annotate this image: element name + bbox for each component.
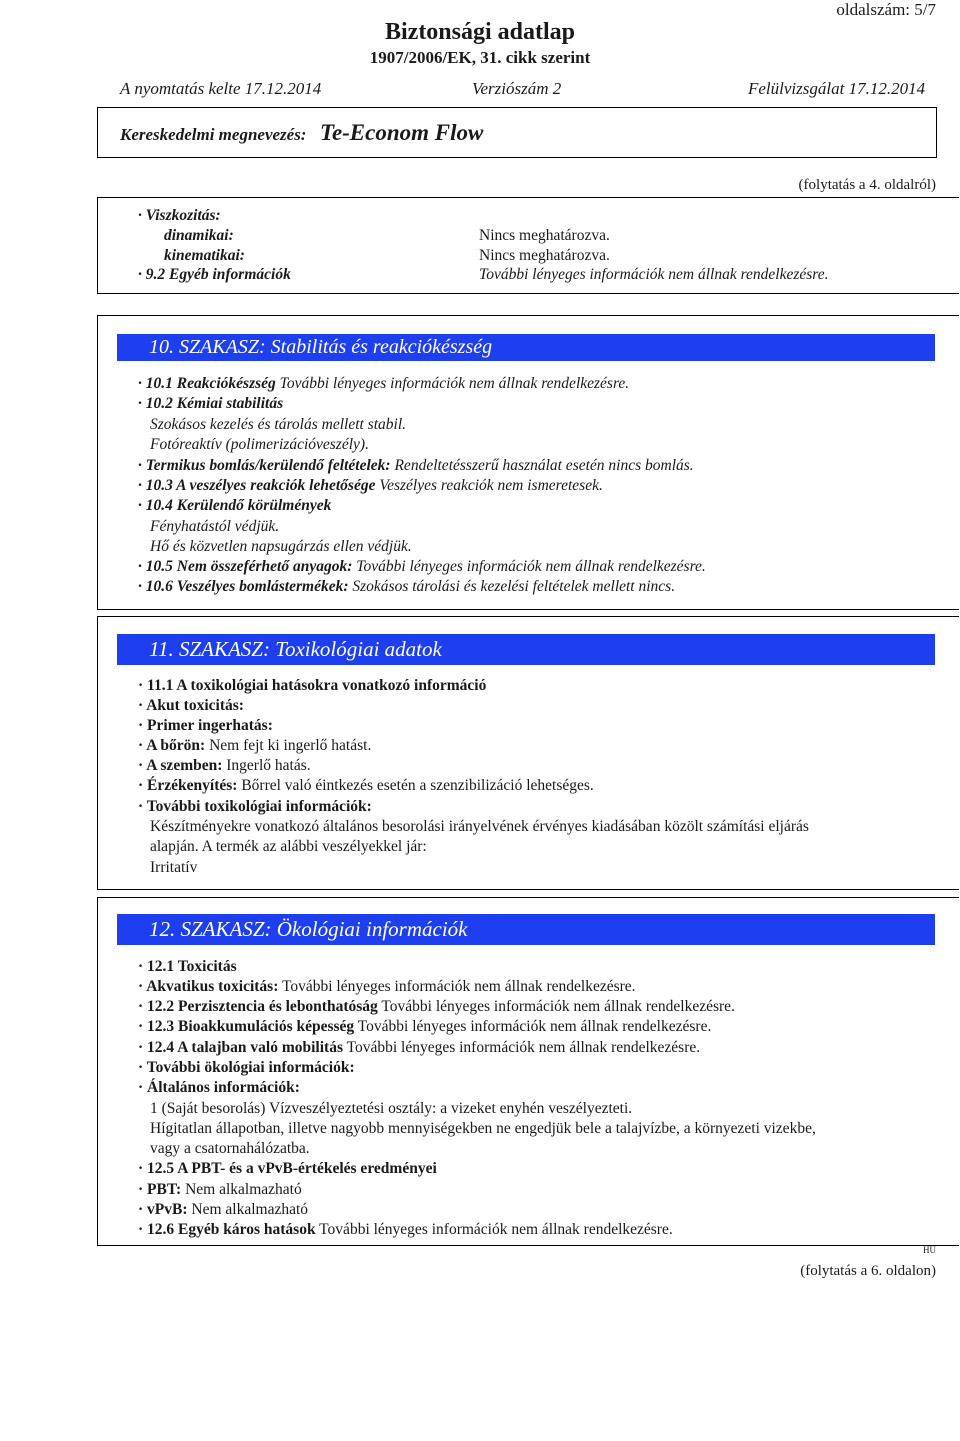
s12-line-6: · További ökológiai információk:	[138, 1059, 355, 1076]
s12-line-3: · 12.2 Perzisztencia és lebonthatóság További lényeges információk nem állnak rendelkezésre.	[138, 998, 735, 1015]
s10-line-9: Hő és közvetlen napsugárzás ellen védjük.	[150, 538, 412, 555]
page-number: oldalszám: 5/7	[836, 0, 936, 19]
s10-line-3: Szokásos kezelés és tárolás mellett stabil.	[150, 416, 407, 433]
s12-line-10: vagy a csatornahálózatba.	[150, 1140, 310, 1157]
product-name: Te-Econom Flow	[320, 120, 484, 145]
s10-line-5: · Termikus bomlás/kerülendő feltételek: Rendeltetésszerű használat esetén nincs bomlás.	[138, 457, 694, 474]
section-11-header: 11. SZAKASZ: Toxikológiai adatok	[117, 634, 935, 665]
s11-line-4: · A bőrön: Nem fejt ki ingerlő hatást.	[138, 737, 372, 754]
s11-line-9: alapján. A termék az alábbi veszélyekkel jár:	[150, 838, 427, 855]
s12-line-5: · 12.4 A talajban való mobilitás További lényeges információk nem állnak rendelkezésre.	[138, 1039, 701, 1056]
s10-line-4: Fotóreaktív (polimerizációveszély).	[150, 436, 369, 453]
s10-line-10: · 10.5 Nem összeférhető anyagok: További lényeges információk nem állnak rendelkezésre.	[138, 558, 706, 575]
other-info-label: · 9.2 Egyéb információk	[138, 266, 291, 283]
kinematic-label: kinematikai:	[164, 247, 245, 264]
dynamic-label: dinamikai:	[164, 227, 234, 244]
s12-line-1: · 12.1 Toxicitás	[138, 958, 237, 975]
s10-line-7: · 10.4 Kerülendő körülmények	[138, 497, 332, 514]
s10-line-11: · 10.6 Veszélyes bomlástermékek: Szokásos tárolási és kezelési feltételek mellett nincs.	[138, 578, 676, 595]
document-title: Biztonsági adatlap	[384, 19, 576, 45]
s10-line-6: · 10.3 A veszélyes reakciók lehetősége Veszélyes reakciók nem ismeretesek.	[138, 477, 603, 494]
s11-line-5: · A szemben: Ingerlő hatás.	[138, 757, 311, 774]
revision-date: Felülvizsgálat 17.12.2014	[748, 79, 926, 98]
other-info-value: További lényeges információk nem állnak rendelkezésre.	[479, 266, 829, 283]
continued-to: (folytatás a 6. oldalon)	[800, 1263, 936, 1279]
s12-line-12: · PBT: Nem alkalmazható	[138, 1181, 302, 1198]
s12-line-14: · 12.6 Egyéb káros hatások További lényeges információk nem állnak rendelkezésre.	[138, 1221, 673, 1238]
s12-line-2: · Akvatikus toxicitás: További lényeges információk nem állnak rendelkezésre.	[138, 978, 636, 995]
product-box	[97, 107, 937, 158]
s12-line-13: · vPvB: Nem alkalmazható	[138, 1201, 309, 1218]
viscosity-label: · Viszkozitás:	[138, 207, 221, 224]
s12-line-7: · Általános információk:	[138, 1079, 300, 1096]
language-code: HU	[923, 1245, 936, 1255]
print-date: A nyomtatás kelte 17.12.2014	[120, 79, 322, 98]
s11-line-7: · További toxikológiai információk:	[138, 798, 372, 815]
s11-line-6: · Érzékenyítés: Bőrrel való éintkezés esetén a szenzibilizáció lehetséges.	[138, 777, 594, 794]
document-subtitle: 1907/2006/EK, 31. cikk szerint	[369, 48, 591, 67]
s12-line-9: Hígitatlan állapotban, illetve nagyobb mennyiségekben ne engedjük bele a talajvízbe, a környezeti vizekbe,	[150, 1120, 816, 1137]
s12-line-4: · 12.3 Bioakkumulációs képesség További lényeges információk nem állnak rendelkezésre.	[138, 1018, 712, 1035]
continued-from: (folytatás a 4. oldalról)	[798, 177, 936, 193]
s11-line-10: Irritatív	[150, 859, 198, 876]
s10-line-8: Fényhatástól védjük.	[150, 518, 280, 535]
s11-line-2: · Akut toxicitás:	[138, 697, 244, 714]
version: Verziószám 2	[472, 79, 562, 98]
dynamic-value: Nincs meghatározva.	[479, 227, 610, 244]
kinematic-value: Nincs meghatározva.	[479, 247, 610, 264]
s11-line-8: Készítményekre vonatkozó általános besorolási irányelvének érvényes kiadásában közölt számítási eljárás	[150, 818, 809, 835]
product-label: Kereskedelmi megnevezés:	[120, 125, 307, 144]
s10-line-1: · 10.1 Reakciókészség További lényeges információk nem állnak rendelkezésre.	[138, 375, 630, 392]
s11-line-3: · Primer ingerhatás:	[138, 717, 273, 734]
s12-line-8: 1 (Saját besorolás) Vízveszélyeztetési osztály: a vizeket enyhén veszélyezteti.	[150, 1100, 633, 1117]
s11-line-1: · 11.1 A toxikológiai hatásokra vonatkozó információ	[138, 677, 487, 694]
section-10-header: 10. SZAKASZ: Stabilitás és reakciókészség	[117, 334, 935, 361]
s10-line-2: · 10.2 Kémiai stabilitás	[138, 395, 284, 412]
s12-line-11: · 12.5 A PBT- és a vPvB-értékelés eredményei	[138, 1160, 437, 1177]
section-12-header: 12. SZAKASZ: Ökológiai információk	[117, 914, 935, 945]
